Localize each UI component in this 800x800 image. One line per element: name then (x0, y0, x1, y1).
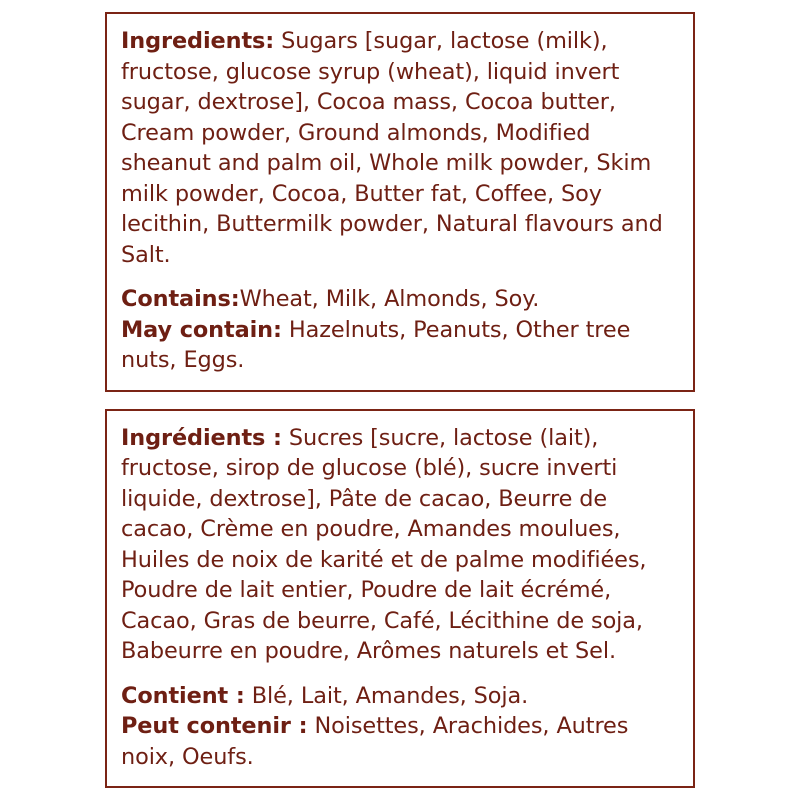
may-contain-text-french: Noisettes, Arachides, Autres noix, Oeufs. (121, 713, 629, 770)
ingredients-statement-english (121, 26, 679, 270)
may-contain-text-english: Hazelnuts, Peanuts, Other tree nuts, Eggs. (121, 316, 631, 373)
contains-label-french: Contient : (121, 682, 245, 709)
contains-statement-french (121, 681, 679, 712)
contains-label-english: Contains: (121, 286, 240, 312)
ingredients-text-french: Sucres [sucre, lactose (lait), fructose, sirop de glucose (blé), sucre inverti liquide, dextrose], Pâte de cacao, Beurre de cacao, Crème en poudre, Amandes moulues, Huiles de noix de karité et de palme modifiées, Poudre de lait entier, Poudre de lait écrémé, Cacao, Gras de beurre, Café, Lécithine de soja, Babeurre en poudre, Arômes naturels et Sel. (121, 424, 647, 664)
panel-spacer (121, 270, 679, 284)
may-contain-label-english: May contain: (121, 316, 282, 343)
ingredients-label-french: Ingrédients : (121, 424, 282, 451)
panel-spacer (121, 667, 679, 681)
may-contain-statement-english (121, 315, 679, 376)
ingredients-text-english: Sugars [sugar, lactose (milk), fructose, glucose syrup (wheat), liquid invert sugar, dextrose], Cocoa mass, Cocoa butter, Cream powder, Ground almonds, Modified sheanut and palm oil, Whole milk powder, Skim milk powder, Cocoa, Butter fat, Coffee, Soy lecithin, Buttermilk powder, Natural flavours and Salt. (121, 28, 663, 268)
contains-text-english: Wheat, Milk, Almonds, Soy. (239, 286, 540, 312)
ingredients-statement-french (121, 423, 679, 667)
contains-text-french: Blé, Lait, Amandes, Soja. (244, 682, 529, 709)
contains-statement-english (121, 284, 679, 315)
may-contain-statement-french (121, 711, 679, 772)
ingredients-panel-french (105, 409, 695, 789)
may-contain-label-french: Peut contenir : (121, 713, 308, 739)
ingredients-label-english: Ingredients: (121, 28, 275, 54)
panel-divider-gap (105, 392, 695, 409)
ingredients-panel-english (105, 12, 695, 392)
